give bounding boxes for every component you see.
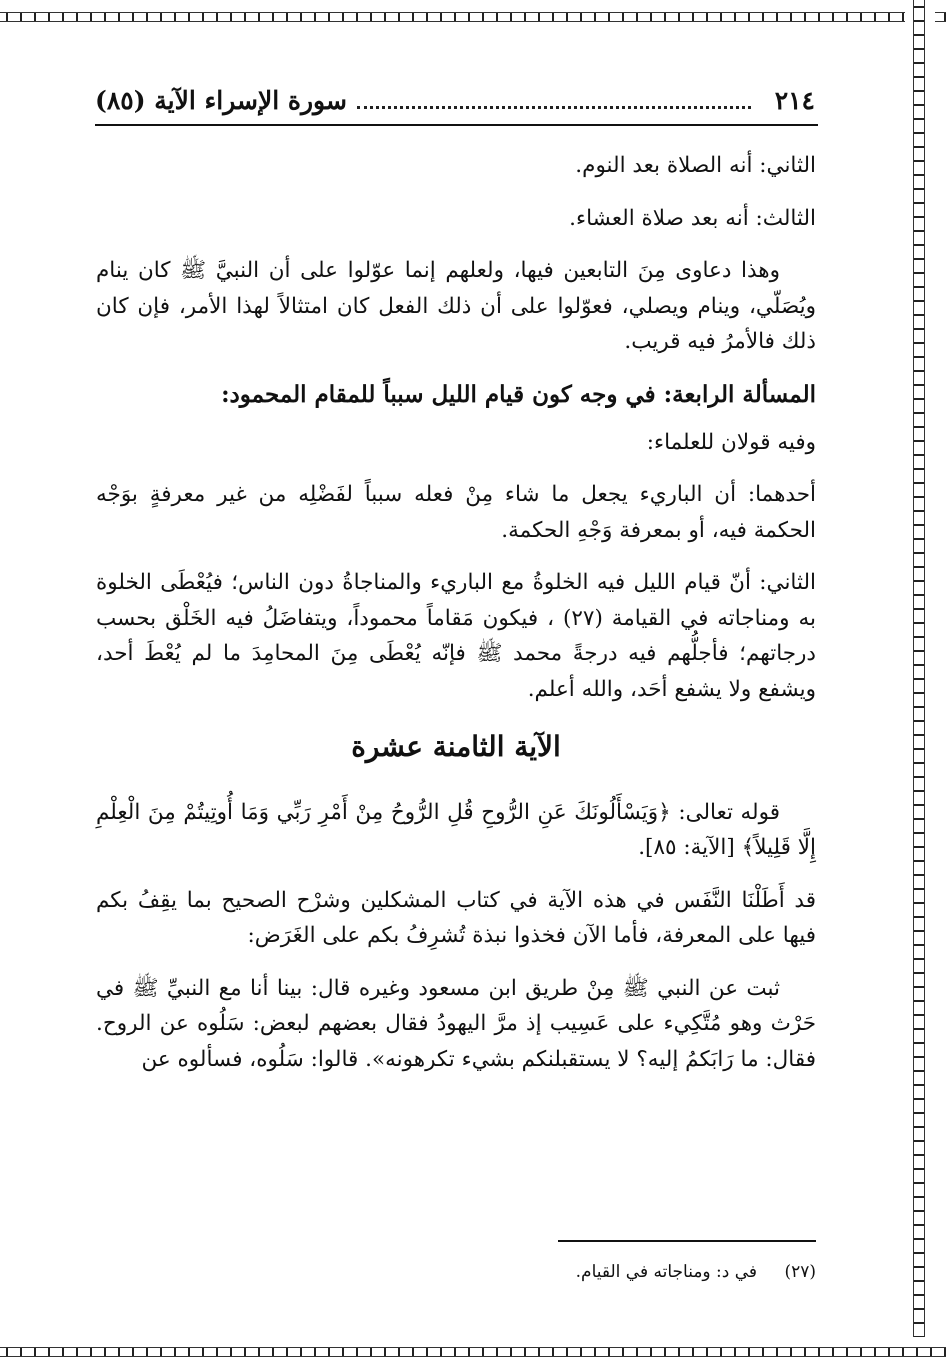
paragraph-previous-work: قد أَطَلْنَا النَّفَس في هذه الآية في كتاب المشكلين وشرْح الصحيح بما يقِفُ بكم فيها على المعرفة، فأما الآن فخذوا نبذة تُشرِفُ بكم على الغَرَض: — [96, 887, 816, 948]
footnote — [480, 1262, 816, 1282]
page-number: ٢١٤ — [774, 85, 815, 115]
paragraph-verse-quote: قوله تعالى: ﴿وَيَسْأَلُونَكَ عَنِ الرُّوحِ قُلِ الرُّوحُ مِنْ أَمْرِ رَبِّي وَمَا أُوتِيتُمْ مِنَ الْعِلْمِ إِلَّا قَلِيلاً﴾ [الآية: ٨٥]. — [96, 799, 816, 860]
right-ornamental-border — [905, 0, 935, 1367]
section-heading-fourth-question: المسألة الرابعة: في وجه كون قيام الليل سبباً للمقام المحمود: — [221, 380, 816, 408]
paragraph-hadith: ثبت عن النبي ﷺ مِنْ طريق ابن مسعود وغيره قال: بينا أنا مع النبيِّ ﷺ في حَرْث وهو مُتَّكِيء على عَسِيب إذ مرَّ اليهودُ فقال بعضهم لبعض: سَلُوه عن الروح. فقال: ما رَابَكمُ إليه؟ لا يستقبلنكم بشيء تكرهونه». قالوا: سَلُوه، فسألوه عن — [96, 975, 816, 1072]
paragraph-second-opinion-night: الثاني: أنّ قيام الليل فيه الخلوةُ مع الباريء والمناجاةُ دون الناس؛ فيُعْطَى الخلوة به ومناجاته في القيامة (٢٧) ، فيكون مَقاماً محموداً، ويتفاضَلُ فيه الخَلْق بحسب درجاتهم؛ فأجلُّهم فيه درجةً محمد ﷺ فإنّه يُعْطَى مِنَ المحامِدَ ما لم يُعْطَ أحد، ويشفع ولا يشفع أحَد، والله أعلم. — [96, 570, 816, 702]
footnote-rule — [558, 1240, 816, 1242]
header-title: سورة الإسراء الآية (٨٥) — [95, 85, 347, 115]
footnote-number: (٢٧) — [784, 1262, 816, 1282]
page-body — [96, 148, 816, 1094]
top-ornamental-border — [0, 0, 946, 30]
paragraph-third-opinion: الثالث: أنه بعد صلاة العشاء. — [569, 205, 816, 231]
header-dot-leader — [357, 92, 751, 109]
paragraph-discussion: وهذا دعاوى مِنَ التابعين فيها، ولعلهم إنما عوّلوا على أن النبيَّ ﷺ كان ينام ويُصَلّي، وينام ويصلي، فعوّلوا على أن ذلك الفعل كان امتثالاً لهذا الأمر، فإن كان ذلك فالأمرُ فيه قريب. — [96, 258, 816, 354]
paragraph-two-opinions: وفيه قولان للعلماء: — [646, 429, 816, 455]
footnote-text: في د: ومناجاته في القيام. — [575, 1262, 758, 1282]
chapter-heading-verse-18: الآية الثامنة عشرة — [351, 730, 561, 763]
paragraph-first-opinion: أحدهما: أن الباريء يجعل ما شاء مِنْ فعله سبباً لفَضْلِه من غير معرفةٍ بوَجْه الحكمة فيه، أو بمعرفة وَجْهِ الحكمة. — [96, 482, 816, 543]
paragraph-second-opinion: الثاني: أنه الصلاة بعد النوم. — [575, 153, 816, 178]
running-header — [95, 78, 815, 122]
header-rule — [95, 124, 818, 126]
bottom-ornamental-border — [0, 1337, 946, 1367]
